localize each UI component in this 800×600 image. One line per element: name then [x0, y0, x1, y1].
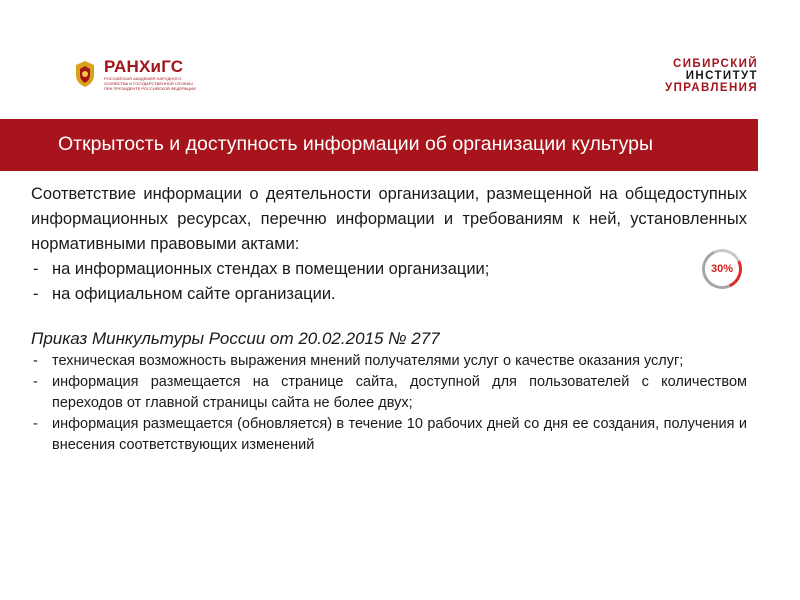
order-title: Приказ Минкультуры России от 20.02.2015 № 277 [31, 329, 440, 348]
title-banner [0, 119, 758, 171]
siu-logo-line2: ИНСТИТУТ [685, 70, 758, 82]
placement-list [31, 257, 747, 307]
progress-badge-value: 30% [710, 263, 734, 275]
list-item: - на официальном сайте организации. [31, 282, 747, 307]
ranepa-logo [72, 56, 196, 92]
ranepa-logo-name: РАНХиГС [104, 56, 184, 76]
intro-paragraph: Соответствие информации о деятельности организации, размещенной на общедоступных информационных ресурсах, перечню информации и требованиям к ней, установленных нормативными правовыми актами: [31, 185, 747, 253]
page-title: Открытость и доступность информации об организации культуры [58, 133, 654, 155]
siu-logo-line1: СИБИРСКИЙ [673, 58, 758, 70]
list-item: - информация размещается на странице сайта, доступной для пользователей с количеством переходов от главной страницы сайта не более двух; [31, 372, 747, 414]
list-item: - техническая возможность выражения мнений получателями услуг о качестве оказания услуг; [31, 351, 747, 372]
main-content [31, 182, 747, 456]
eagle-emblem-icon [72, 59, 98, 89]
siu-logo-line3: УПРАВЛЕНИЯ [665, 82, 758, 94]
ranepa-logo-subtitle: РОССИЙСКАЯ АКАДЕМИЯ НАРОДНОГО ХОЗЯЙСТВА И ГОСУДАРСТВЕННОЙ СЛУЖБЫ ПРИ ПРЕЗИДЕНТЕ РОССИЙСКОЙ ФЕДЕРАЦИИ [104, 75, 196, 91]
list-item: - информация размещается (обновляется) в течение 10 рабочих дней со дня ее создания, получения и внесения соответствующих изменений [31, 414, 747, 456]
list-item: - на информационных стендах в помещении организации; [31, 257, 747, 282]
siu-logo [665, 58, 758, 94]
requirements-list [31, 351, 747, 456]
